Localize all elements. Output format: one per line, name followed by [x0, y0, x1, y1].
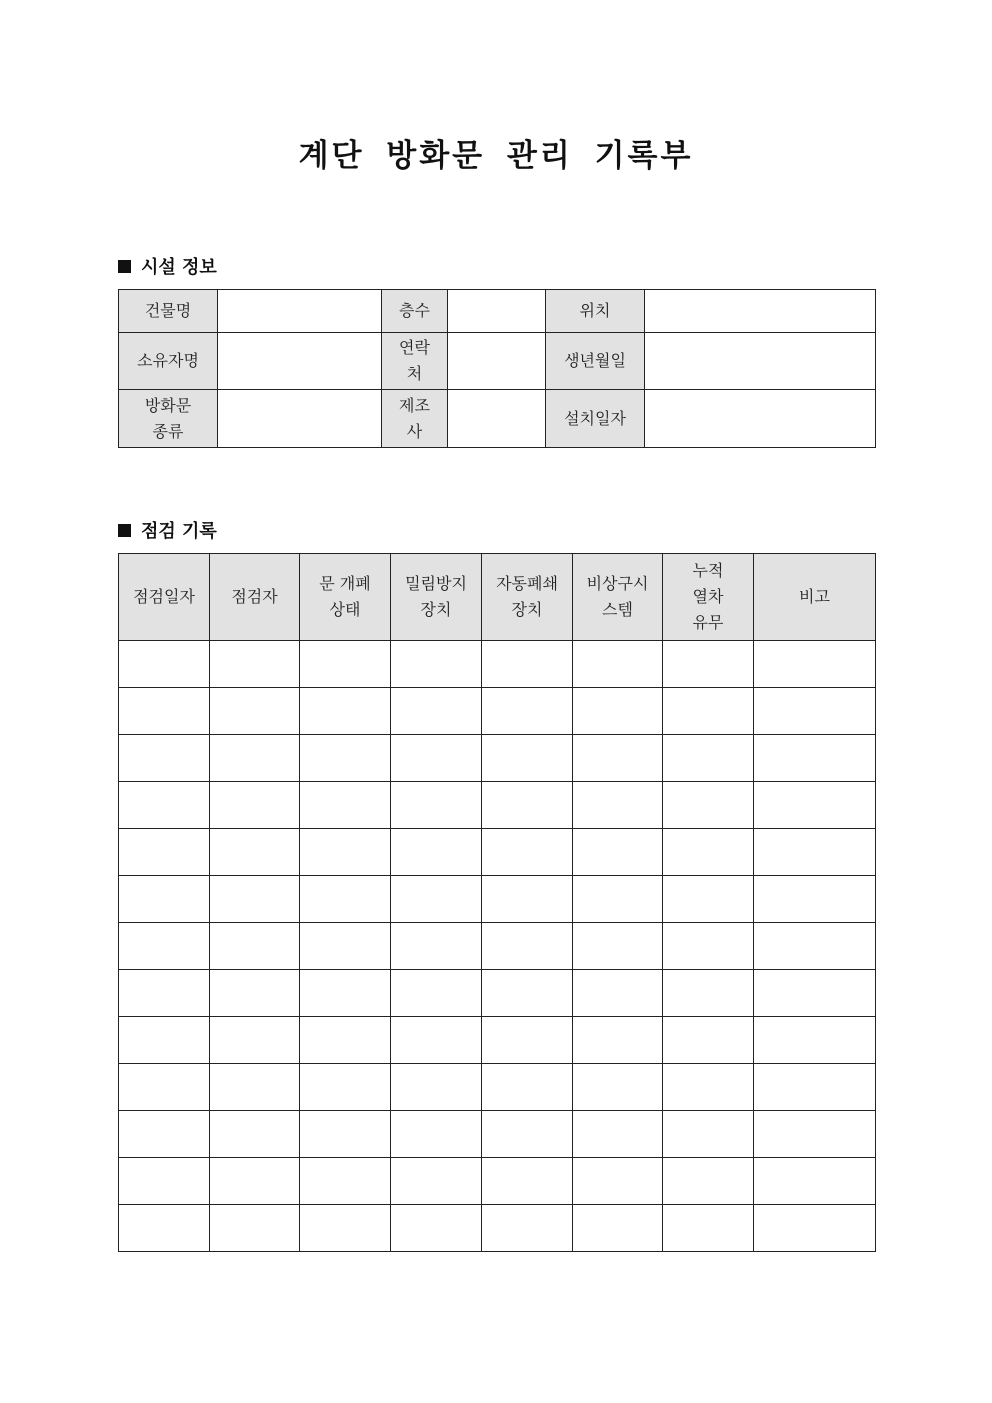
inspection-cell[interactable]: [391, 735, 482, 782]
inspection-cell[interactable]: [391, 970, 482, 1017]
inspection-cell[interactable]: [391, 688, 482, 735]
inspection-cell[interactable]: [119, 829, 210, 876]
inspection-row: [119, 782, 876, 829]
inspection-cell[interactable]: [391, 1064, 482, 1111]
inspection-cell[interactable]: [573, 782, 663, 829]
inspection-cell[interactable]: [573, 829, 663, 876]
inspection-cell[interactable]: [300, 735, 391, 782]
facility-info-table: [118, 289, 876, 448]
facility-row: [119, 290, 876, 333]
inspection-cell[interactable]: [482, 829, 573, 876]
inspection-cell[interactable]: [210, 970, 300, 1017]
facility-label: 방화문 종류: [119, 390, 218, 448]
inspection-cell[interactable]: [210, 876, 300, 923]
inspection-cell[interactable]: [754, 782, 876, 829]
inspection-cell[interactable]: [300, 923, 391, 970]
inspection-row: [119, 688, 876, 735]
inspection-cell[interactable]: [391, 1205, 482, 1252]
inspection-cell[interactable]: [119, 735, 210, 782]
inspection-cell[interactable]: [754, 876, 876, 923]
inspection-cell[interactable]: [573, 1111, 663, 1158]
inspection-row: [119, 970, 876, 1017]
square-bullet-icon: [118, 260, 131, 273]
inspection-cell[interactable]: [754, 1111, 876, 1158]
inspection-cell[interactable]: [391, 923, 482, 970]
inspection-cell[interactable]: [482, 641, 573, 688]
inspection-cell[interactable]: [210, 688, 300, 735]
facility-section-heading: [118, 253, 217, 279]
inspection-cell[interactable]: [663, 641, 754, 688]
inspection-cell[interactable]: [663, 1158, 754, 1205]
inspection-cell[interactable]: [754, 641, 876, 688]
inspection-row: [119, 1017, 876, 1064]
inspection-cell[interactable]: [300, 1205, 391, 1252]
inspection-cell[interactable]: [300, 1064, 391, 1111]
inspection-cell[interactable]: [391, 1111, 482, 1158]
inspection-cell[interactable]: [573, 641, 663, 688]
inspection-cell[interactable]: [300, 641, 391, 688]
inspection-cell[interactable]: [663, 970, 754, 1017]
inspection-cell[interactable]: [119, 782, 210, 829]
inspection-cell[interactable]: [119, 1064, 210, 1111]
inspection-cell[interactable]: [210, 1158, 300, 1205]
facility-row: [119, 390, 876, 448]
inspection-cell[interactable]: [300, 782, 391, 829]
facility-value-cell[interactable]: [448, 290, 546, 333]
inspection-cell[interactable]: [119, 876, 210, 923]
inspection-cell[interactable]: [754, 1205, 876, 1252]
inspection-cell[interactable]: [573, 1017, 663, 1064]
inspection-cell[interactable]: [119, 923, 210, 970]
inspection-cell[interactable]: [119, 641, 210, 688]
inspection-cell[interactable]: [119, 970, 210, 1017]
facility-label: 위치: [546, 290, 645, 333]
inspection-row: [119, 641, 876, 688]
inspection-cell[interactable]: [210, 1205, 300, 1252]
inspection-cell[interactable]: [210, 1111, 300, 1158]
inspection-cell[interactable]: [210, 735, 300, 782]
inspection-cell[interactable]: [210, 641, 300, 688]
inspection-cell[interactable]: [391, 641, 482, 688]
inspection-cell[interactable]: [300, 1111, 391, 1158]
inspection-cell[interactable]: [573, 1205, 663, 1252]
inspection-cell[interactable]: [663, 1064, 754, 1111]
inspection-cell[interactable]: [482, 688, 573, 735]
facility-label: 층수: [382, 290, 448, 333]
inspection-cell[interactable]: [663, 1017, 754, 1064]
column-header: 비상구시 스템: [573, 554, 663, 641]
inspection-cell[interactable]: [482, 1017, 573, 1064]
inspection-row: [119, 829, 876, 876]
facility-section-title: 시설 정보: [141, 257, 217, 278]
inspection-row: [119, 876, 876, 923]
facility-row: [119, 333, 876, 390]
inspection-section-heading: [118, 517, 217, 543]
inspection-cell[interactable]: [391, 876, 482, 923]
inspection-cell[interactable]: [482, 1205, 573, 1252]
column-header: 누적 열차 유무: [663, 554, 754, 641]
inspection-cell[interactable]: [754, 1064, 876, 1111]
column-header: 밀림방지 장치: [391, 554, 482, 641]
inspection-row: [119, 1111, 876, 1158]
column-header: 자동폐쇄 장치: [482, 554, 573, 641]
page-title: 계단 방화문 관리 기록부: [298, 138, 694, 174]
inspection-cell[interactable]: [663, 923, 754, 970]
facility-value-cell[interactable]: [645, 333, 876, 390]
inspection-cell[interactable]: [119, 1205, 210, 1252]
inspection-cell[interactable]: [573, 876, 663, 923]
facility-label: 생년월일: [546, 333, 645, 390]
facility-value-cell[interactable]: [218, 390, 382, 448]
inspection-cell[interactable]: [754, 1017, 876, 1064]
inspection-cell[interactable]: [391, 782, 482, 829]
inspection-cell[interactable]: [391, 1017, 482, 1064]
inspection-cell[interactable]: [482, 970, 573, 1017]
square-bullet-icon: [118, 524, 131, 537]
inspection-cell[interactable]: [754, 688, 876, 735]
inspection-cell[interactable]: [300, 1158, 391, 1205]
inspection-cell[interactable]: [482, 782, 573, 829]
facility-label: 설치일자: [546, 390, 645, 448]
facility-label: 건물명: [119, 290, 218, 333]
inspection-cell[interactable]: [210, 829, 300, 876]
inspection-cell[interactable]: [754, 970, 876, 1017]
inspection-record-table: [118, 553, 876, 1252]
facility-value-cell[interactable]: [448, 390, 546, 448]
inspection-cell[interactable]: [482, 1158, 573, 1205]
facility-value-cell[interactable]: [218, 333, 382, 390]
inspection-cell[interactable]: [300, 876, 391, 923]
facility-label: 제조 사: [382, 390, 448, 448]
inspection-cell[interactable]: [573, 970, 663, 1017]
facility-value-cell[interactable]: [448, 333, 546, 390]
inspection-cell[interactable]: [573, 1064, 663, 1111]
inspection-cell[interactable]: [210, 1064, 300, 1111]
inspection-cell[interactable]: [300, 829, 391, 876]
inspection-section-title: 점검 기록: [141, 521, 217, 542]
inspection-cell[interactable]: [300, 688, 391, 735]
inspection-cell[interactable]: [391, 829, 482, 876]
inspection-cell[interactable]: [663, 1111, 754, 1158]
inspection-cell[interactable]: [663, 782, 754, 829]
facility-label: 소유자명: [119, 333, 218, 390]
inspection-row: [119, 1158, 876, 1205]
inspection-cell[interactable]: [300, 1017, 391, 1064]
inspection-cell[interactable]: [482, 923, 573, 970]
facility-label: 연락 처: [382, 333, 448, 390]
inspection-cell[interactable]: [482, 1111, 573, 1158]
inspection-cell[interactable]: [119, 1017, 210, 1064]
inspection-cell[interactable]: [482, 876, 573, 923]
inspection-cell[interactable]: [119, 688, 210, 735]
inspection-cell[interactable]: [754, 1158, 876, 1205]
facility-value-cell[interactable]: [645, 290, 876, 333]
inspection-cell[interactable]: [754, 923, 876, 970]
inspection-cell[interactable]: [210, 782, 300, 829]
inspection-row: [119, 735, 876, 782]
inspection-cell[interactable]: [210, 1017, 300, 1064]
inspection-cell[interactable]: [663, 735, 754, 782]
column-header: 문 개폐 상태: [300, 554, 391, 641]
inspection-cell[interactable]: [300, 970, 391, 1017]
inspection-cell[interactable]: [663, 1205, 754, 1252]
inspection-cell[interactable]: [573, 1158, 663, 1205]
inspection-cell[interactable]: [573, 688, 663, 735]
inspection-cell[interactable]: [573, 923, 663, 970]
column-header: 비고: [754, 554, 876, 641]
inspection-cell[interactable]: [210, 923, 300, 970]
inspection-header-row: [119, 554, 876, 641]
inspection-cell[interactable]: [663, 876, 754, 923]
inspection-row: [119, 923, 876, 970]
inspection-cell[interactable]: [573, 735, 663, 782]
inspection-cell[interactable]: [391, 1158, 482, 1205]
inspection-cell[interactable]: [663, 829, 754, 876]
inspection-cell[interactable]: [119, 1158, 210, 1205]
facility-value-cell[interactable]: [645, 390, 876, 448]
inspection-cell[interactable]: [754, 829, 876, 876]
column-header: 점검자: [210, 554, 300, 641]
inspection-row: [119, 1064, 876, 1111]
column-header: 점검일자: [119, 554, 210, 641]
inspection-cell[interactable]: [754, 735, 876, 782]
inspection-cell[interactable]: [482, 1064, 573, 1111]
inspection-cell[interactable]: [663, 688, 754, 735]
inspection-cell[interactable]: [482, 735, 573, 782]
inspection-cell[interactable]: [119, 1111, 210, 1158]
facility-value-cell[interactable]: [218, 290, 382, 333]
inspection-row: [119, 1205, 876, 1252]
